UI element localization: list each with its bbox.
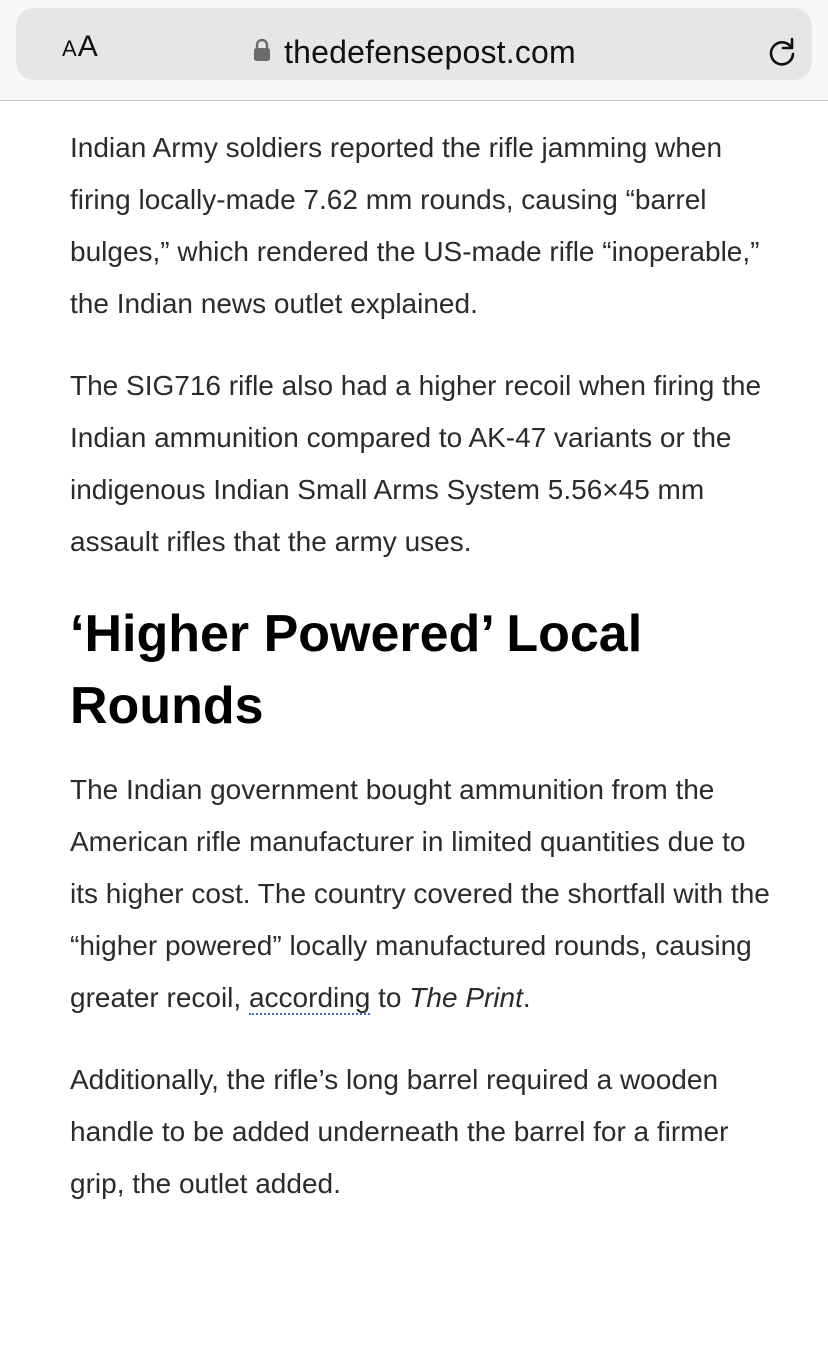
lock-icon (252, 38, 272, 62)
paragraph-3-end: . (522, 982, 531, 1013)
section-heading: ‘Higher Powered’ Local Rounds (70, 605, 643, 735)
article-paragraph-3 (70, 764, 770, 1024)
paragraph-3-text: The Indian government bought ammunition from the American rifle manufacturer in limited quantities due to its higher cost. The country covered the shortfall with the “higher powered” locally manufactured rounds, causing greater recoil, (70, 774, 770, 1013)
reload-icon[interactable] (764, 34, 800, 70)
domain-text: thedefensepost.com (284, 33, 576, 70)
url-display[interactable] (16, 30, 812, 74)
article-paragraph-1: Indian Army soldiers reported the rifle jamming when firing locally-made 7.62 mm rounds, causing “barrel bulges,” which rendered the US-made rifle “inoperable,” the Indian news outlet explained. (70, 132, 760, 319)
browser-top-bar (0, 0, 828, 101)
address-bar[interactable] (16, 8, 812, 80)
article-paragraph-4: Additionally, the rifle’s long barrel required a wooden handle to be added underneath the barrel for a firmer grip, the outlet added. (70, 1064, 729, 1199)
article-paragraph-2: The SIG716 rifle also had a higher recoil when firing the Indian ammunition compared to AK-47 variants or the indigenous Indian Small Arms System 5.56×45 mm assault rifles that the army uses. (70, 370, 762, 557)
source-name: The Print (409, 982, 523, 1013)
according-link[interactable]: according (248, 982, 371, 1013)
text-size-big-a: A (77, 30, 98, 63)
article-body (70, 122, 770, 1240)
text-size-small-a: A (62, 36, 77, 61)
paragraph-3-after-link: to (370, 982, 410, 1013)
